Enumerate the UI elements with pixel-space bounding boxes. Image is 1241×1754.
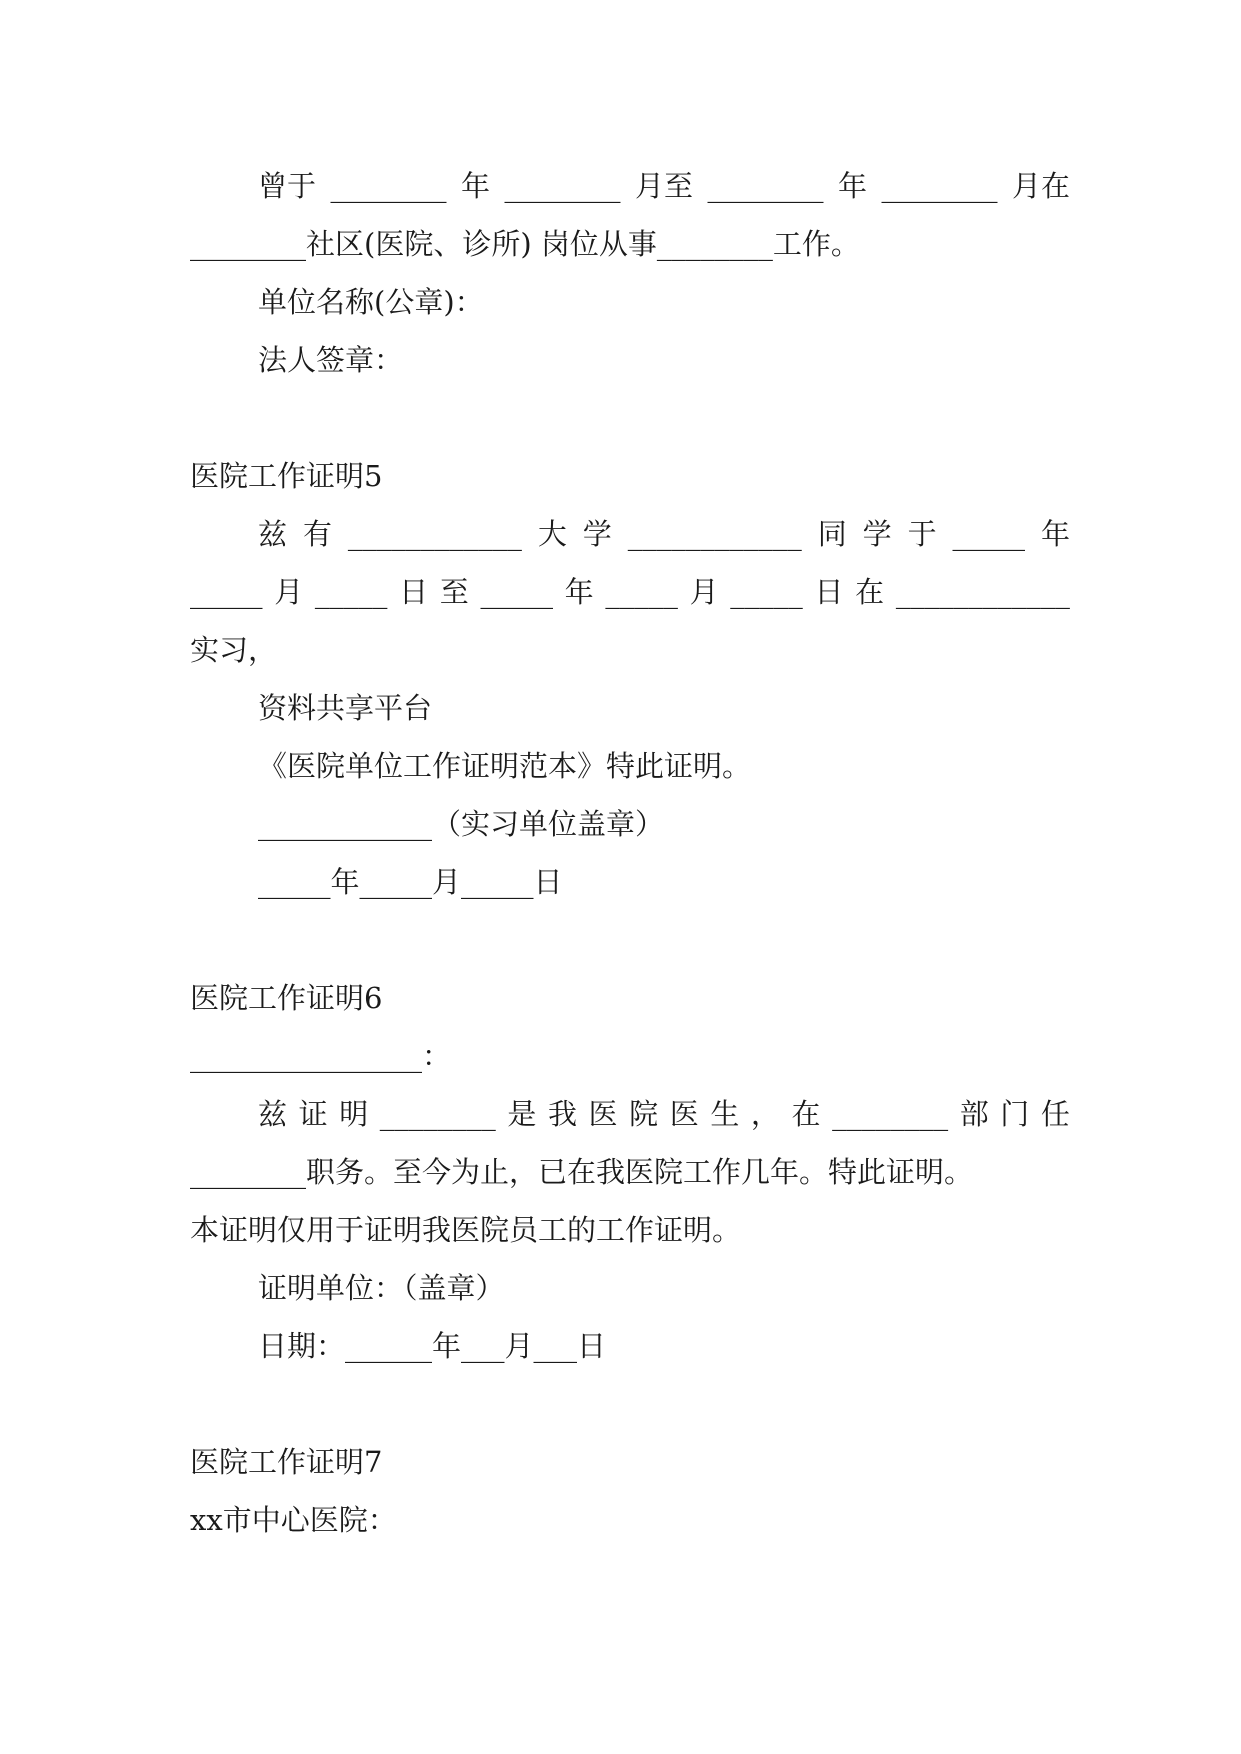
text-segment: 月 [274, 575, 304, 609]
blank-field: ________ [504, 169, 621, 203]
section4-line2: ________社区(医院、诊所) 岗位从事________工作。 [190, 227, 860, 261]
text-segment: 月至 [634, 169, 693, 203]
text-segment: 院 [629, 1097, 659, 1131]
blank-field: ________ [707, 169, 824, 203]
platform-text: 资料共享平台 [258, 691, 433, 725]
text-segment: 在 [791, 1097, 821, 1131]
blank-field: _____ [314, 575, 388, 609]
text-segment: 学 [862, 517, 892, 551]
section5-line2 [190, 572, 1070, 612]
section5-line1 [258, 514, 1070, 554]
text-segment: 是 [507, 1097, 537, 1131]
blank-field: _____ [952, 517, 1026, 551]
text-segment: 医 [669, 1097, 699, 1131]
addressee-line: ________________： [190, 1039, 452, 1073]
date-line: 日期：______年___月___日 [258, 1329, 607, 1363]
blank-field: ____________ [627, 517, 802, 551]
text-segment: 学 [582, 517, 612, 551]
unit-name-label: 单位名称(公章)： [258, 285, 484, 319]
blank-field: ____________ [895, 575, 1070, 609]
text-segment: 日 [814, 575, 844, 609]
section4-line1 [258, 166, 1070, 206]
section5-title: 医院工作证明5 [190, 459, 383, 493]
text-segment: 我 [547, 1097, 577, 1131]
certifying-unit-label: 证明单位：（盖章） [258, 1271, 505, 1305]
text-segment: 医 [588, 1097, 618, 1131]
text-segment: 部 [959, 1097, 989, 1131]
text-segment: ， [750, 1097, 780, 1131]
text-segment: 有 [302, 517, 332, 551]
text-segment: 任 [1040, 1097, 1070, 1131]
section6-title: 医院工作证明6 [190, 981, 383, 1015]
section5-line3: 实习， [190, 633, 278, 667]
blank-field: ________ [379, 1097, 496, 1131]
text-segment: 至 [439, 575, 469, 609]
text-segment: 门 [1000, 1097, 1030, 1131]
text-segment: 证 [298, 1097, 328, 1131]
addressee-line: xx市中心医院： [190, 1503, 397, 1537]
text-segment: 兹 [258, 1097, 288, 1131]
text-segment: 年 [460, 169, 490, 203]
text-segment: 年 [837, 169, 867, 203]
text-segment: 大 [537, 517, 567, 551]
blank-field: _____ [730, 575, 803, 609]
blank-field: _____ [480, 575, 553, 609]
blank-field: ________ [881, 169, 998, 203]
blank-field: _____ [605, 575, 678, 609]
blank-field: ____________ [347, 517, 522, 551]
section7-title: 医院工作证明7 [190, 1445, 383, 1479]
doc-title-text: 《医院单位工作证明范本》特此证明。 [258, 749, 752, 783]
section6-line3: 本证明仅用于证明我医院员工的工作证明。 [190, 1213, 742, 1247]
text-segment: 年 [1040, 517, 1070, 551]
text-segment: 日 [399, 575, 429, 609]
text-segment: 同 [817, 517, 847, 551]
text-segment: 生 [710, 1097, 740, 1131]
text-segment: 月在 [1011, 169, 1070, 203]
date-line: _____年_____月_____日 [258, 865, 563, 899]
text-segment: 月 [689, 575, 719, 609]
section6-line1 [258, 1094, 1070, 1134]
stamp-line: ____________（实习单位盖章） [258, 807, 665, 841]
text-segment: 明 [339, 1097, 369, 1131]
blank-field: _____ [190, 575, 263, 609]
text-segment: 于 [907, 517, 937, 551]
section6-line2: ________职务。至今为止，已在我医院工作几年。特此证明。 [190, 1155, 974, 1189]
legal-sign-label: 法人签章： [258, 343, 404, 377]
text-segment: 兹 [258, 517, 288, 551]
text-segment: 曾于 [258, 169, 317, 203]
text-segment: 在 [855, 575, 885, 609]
blank-field: ________ [330, 169, 447, 203]
text-segment: 年 [564, 575, 594, 609]
blank-field: ________ [832, 1097, 949, 1131]
